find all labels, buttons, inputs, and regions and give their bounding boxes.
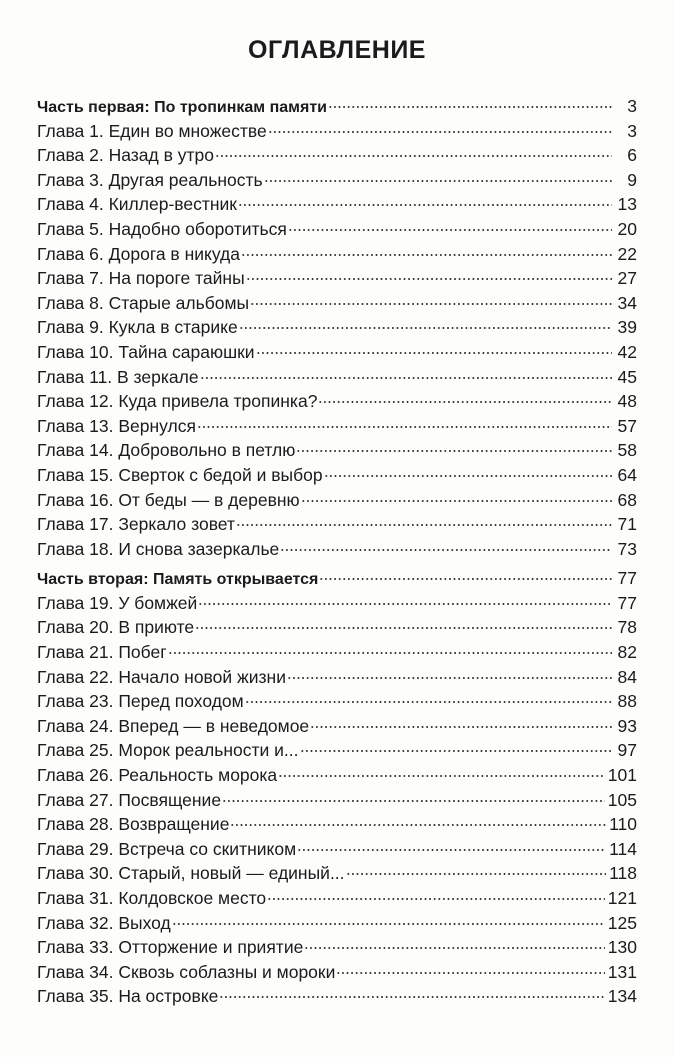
dot-leader	[318, 401, 612, 403]
dot-leader	[267, 898, 605, 900]
dot-leader	[236, 524, 612, 526]
dot-leader	[288, 229, 612, 231]
dot-leader	[319, 578, 612, 580]
dot-leader	[280, 549, 612, 551]
toc-entry-label: Часть первая: По тропинкам памяти	[37, 99, 327, 116]
toc-page-number: 105	[607, 789, 637, 810]
dot-leader	[200, 377, 612, 379]
dot-leader	[215, 155, 612, 157]
dot-leader	[328, 106, 612, 108]
toc-chapter-entry	[37, 763, 637, 788]
toc-entry-label: Глава 21. Побег	[37, 642, 167, 663]
dot-leader	[268, 131, 612, 133]
toc-entry-label: Глава 24. Вперед — в неведомое	[37, 715, 310, 736]
dot-leader	[264, 180, 612, 182]
dot-leader	[197, 426, 612, 428]
toc-page-number: 82	[617, 642, 637, 663]
toc-entry-label: Глава 31. Колдовское место	[37, 888, 267, 908]
toc-entry-label: Глава 4. Киллер-вестник	[37, 194, 237, 215]
toc-chapter-entry	[37, 537, 637, 562]
dot-leader	[297, 849, 606, 851]
toc-page-number: 9	[627, 169, 637, 190]
dot-leader	[246, 278, 612, 280]
dot-leader	[241, 254, 612, 256]
toc-page-number: 88	[617, 691, 637, 712]
toc-page-number: 121	[607, 888, 637, 908]
toc-chapter-entry	[37, 640, 637, 665]
toc-page-number: 110	[609, 814, 637, 835]
toc-chapter-entry	[37, 168, 637, 193]
toc-page-number: 97	[617, 740, 637, 761]
toc-chapter-entry	[37, 340, 637, 365]
toc-page-number: 64	[617, 464, 637, 485]
toc-page-number: 34	[617, 292, 637, 313]
toc-page-number: 77	[617, 592, 637, 613]
toc-chapter-entry	[37, 242, 637, 267]
toc-entry-label: Глава 26. Реальность морока	[37, 765, 278, 786]
toc-chapter-entry	[37, 861, 637, 886]
toc-entry-label: Глава 17. Зеркало зовет	[37, 514, 235, 535]
toc-page-number: 130	[607, 937, 637, 958]
toc-entry-label: Глава 18. И снова зазеркалье	[37, 538, 280, 559]
toc-chapter-entry	[37, 812, 637, 837]
toc-entry-label: Глава 11. В зеркале	[37, 366, 199, 387]
toc-chapter-entry	[37, 217, 637, 242]
toc-page-number: 27	[617, 268, 637, 289]
toc-chapter-entry	[37, 935, 637, 960]
dot-leader	[230, 824, 606, 826]
dot-leader	[336, 972, 604, 974]
toc-page-number: 134	[607, 986, 637, 1007]
toc-page-number: 3	[627, 96, 637, 116]
dot-leader	[168, 652, 612, 654]
toc-entry-label: Глава 10. Тайна сараюшки	[37, 341, 255, 362]
toc-page-number: 45	[617, 366, 637, 387]
toc-page-number: 57	[617, 415, 637, 436]
toc-entry-label: Глава 22. Начало новой жизни	[37, 666, 286, 687]
toc-page-number: 20	[617, 218, 637, 239]
toc-chapter-entry	[37, 984, 637, 1009]
dot-leader	[172, 923, 605, 925]
toc-page-number: 48	[617, 391, 637, 412]
dot-leader	[278, 775, 605, 777]
toc-page-number: 125	[607, 912, 637, 933]
toc-chapter-entry	[37, 143, 637, 168]
toc-chapter-entry	[37, 689, 637, 714]
toc-chapter-entry	[37, 389, 637, 414]
toc-entry-label: Глава 32. Выход	[37, 912, 171, 933]
toc-entry-label: Глава 33. Отторжение и приятие	[37, 937, 304, 958]
dot-leader	[310, 726, 612, 728]
toc-entry-label: Глава 2. Назад в утро	[37, 145, 214, 166]
toc-entry-label: Глава 35. На островке	[37, 986, 219, 1007]
toc-chapter-entry	[37, 119, 637, 144]
toc-entry-label: Глава 27. Посвящение	[37, 789, 222, 810]
toc-entry-label: Глава 14. Добровольно в петлю	[37, 440, 296, 461]
toc-entry-label: Глава 6. Дорога в никуда	[37, 243, 240, 264]
dot-leader	[250, 303, 612, 305]
toc-entry-label: Глава 30. Старый, новый — единый...	[37, 863, 345, 884]
toc-page-number: 22	[617, 243, 637, 264]
toc-entry-label: Глава 8. Старые альбомы	[37, 292, 250, 313]
dot-leader	[219, 996, 604, 998]
toc-page-number: 114	[609, 838, 637, 859]
dot-leader	[256, 352, 612, 354]
dot-leader	[245, 701, 612, 703]
dot-leader	[287, 677, 612, 679]
toc-page-number: 118	[609, 863, 637, 884]
toc-chapter-entry	[37, 960, 637, 985]
toc-entry-label: Глава 34. Сквозь соблазны и мороки	[37, 961, 336, 982]
toc-entry-label: Глава 3. Другая реальность	[37, 169, 263, 190]
toc-page-number: 39	[617, 317, 637, 338]
toc-chapter-entry	[37, 591, 637, 616]
toc-entry-label: Глава 19. У бомжей	[37, 592, 198, 613]
toc-page-number: 84	[617, 666, 637, 687]
toc-page-number: 71	[617, 514, 637, 535]
toc-page-number: 13	[617, 194, 637, 215]
dot-leader	[324, 475, 612, 477]
toc-entry-label: Часть вторая: Память открывается	[37, 571, 319, 589]
toc-entry-label: Глава 13. Вернулся	[37, 415, 196, 436]
dot-leader	[198, 603, 612, 605]
toc-chapter-entry	[37, 665, 637, 690]
toc-chapter-entry	[37, 714, 637, 739]
toc-entry-label: Глава 7. На пороге тайны	[37, 268, 245, 289]
toc-chapter-entry	[37, 837, 637, 862]
toc-chapter-entry	[37, 192, 637, 217]
toc-page-number: 78	[617, 617, 637, 638]
toc-page-number: 73	[617, 538, 637, 559]
toc-entry-label: Глава 23. Перед походом	[37, 691, 244, 712]
toc-chapter-entry	[37, 438, 637, 463]
toc-chapter-entry	[37, 911, 637, 936]
toc-entry-label: Глава 5. Надобно оборотиться	[37, 218, 287, 239]
toc-entry-label: Глава 12. Куда привела тропинка?	[37, 391, 318, 412]
toc-page-number: 77	[617, 568, 637, 589]
toc-entry-label: Глава 9. Кукла в старике	[37, 317, 238, 338]
dot-leader	[300, 750, 612, 752]
toc-page-number: 101	[607, 765, 637, 786]
toc-entry-label: Глава 15. Сверток с бедой и выбор	[37, 464, 323, 485]
toc-chapter-entry	[37, 886, 637, 911]
toc-entry-label: Глава 1. Един во множестве	[37, 120, 267, 141]
table-of-contents	[37, 94, 637, 1009]
toc-page-number: 3	[627, 120, 637, 141]
dot-leader	[296, 450, 612, 452]
toc-chapter-entry	[37, 463, 637, 488]
toc-part-entry	[37, 566, 637, 591]
toc-entry-label: Глава 25. Морок реальности и...	[37, 740, 299, 761]
toc-chapter-entry	[37, 414, 637, 439]
toc-page-number: 93	[617, 715, 637, 736]
toc-part-entry	[37, 94, 637, 119]
toc-chapter-entry	[37, 512, 637, 537]
toc-chapter-entry	[37, 315, 637, 340]
toc-chapter-entry	[37, 266, 637, 291]
toc-chapter-entry	[37, 615, 637, 640]
dot-leader	[304, 947, 604, 949]
toc-page-number: 68	[617, 489, 637, 510]
toc-entry-label: Глава 20. В приюте	[37, 617, 195, 638]
dot-leader	[239, 327, 612, 329]
toc-entry-label: Глава 16. От беды — в деревню	[37, 489, 300, 510]
dot-leader	[346, 873, 607, 875]
toc-chapter-entry	[37, 488, 637, 513]
page-title: ОГЛАВЛЕНИЕ	[248, 36, 426, 64]
toc-page-number: 42	[617, 341, 637, 362]
toc-chapter-entry	[37, 365, 637, 390]
dot-leader	[222, 800, 605, 802]
toc-chapter-entry	[37, 291, 637, 316]
toc-entry-label: Глава 29. Встреча со скитником	[37, 838, 297, 859]
toc-page-number: 131	[607, 961, 637, 982]
dot-leader	[301, 500, 612, 502]
dot-leader	[195, 627, 612, 629]
toc-page-number: 6	[627, 145, 637, 166]
toc-page-number: 58	[617, 440, 637, 461]
toc-chapter-entry	[37, 788, 637, 813]
toc-entry-label: Глава 28. Возвращение	[37, 814, 230, 835]
dot-leader	[238, 204, 612, 206]
toc-chapter-entry	[37, 738, 637, 763]
